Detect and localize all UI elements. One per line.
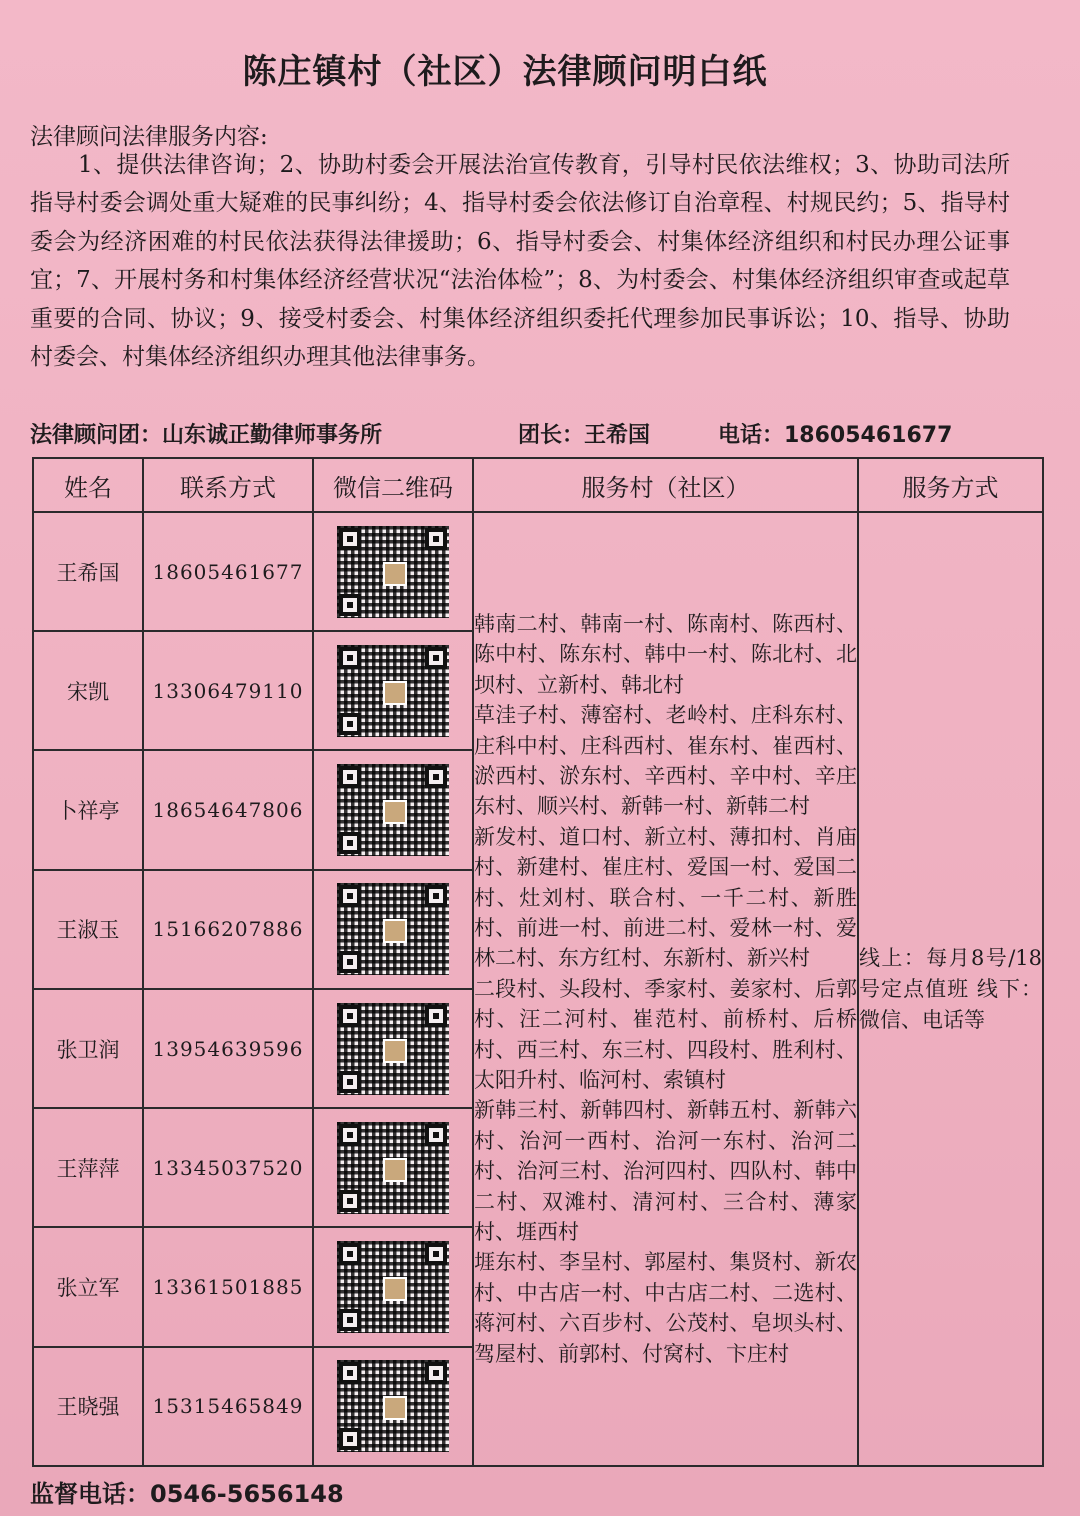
header-name: 姓名	[33, 458, 143, 512]
advisor-name: 卜祥亭	[33, 750, 143, 869]
advisor-name: 张卫润	[33, 989, 143, 1108]
page-title: 陈庄镇村（社区）法律顾问明白纸	[242, 52, 768, 92]
village-group: 新发村、道口村、新立村、薄扣村、肖庙村、新建村、崔庄村、爱国一村、爱国二村、灶刘村、联合村、一千二村、新胜村、前进一村、前进二村、爱林一村、爱林二村、东方红村、东新村、新兴村	[474, 824, 857, 971]
village-group: 草洼子村、薄窑村、老岭村、庄科东村、庄科中村、庄科西村、崔东村、崔西村、淤西村、淤东村、辛西村、辛中村、辛庄东村、顺兴村、新韩一村、新韩二村	[474, 703, 857, 819]
advisor-name: 王希国	[33, 512, 143, 631]
wechat-qr-cell	[313, 512, 473, 631]
advisor-phone: 13361501885	[143, 1227, 313, 1346]
team-leader: 团长：王希国	[518, 423, 651, 448]
wechat-qr-cell	[313, 870, 473, 989]
advisor-name: 宋凯	[33, 631, 143, 750]
advisor-name: 张立军	[33, 1227, 143, 1346]
wechat-qr-cell	[313, 1227, 473, 1346]
advisor-phone: 13954639596	[143, 989, 313, 1108]
service-method: 线上：每月8号/18号定点值班 线下：微信、电话等	[858, 512, 1043, 1466]
service-content-body: 1、提供法律咨询；2、协助村委会开展法治宣传教育，引导村民依法维权；3、协助司法所指导村委会调处重大疑难的民事纠纷；4、指导村委会依法修订自治章程、村规民约；5、指导村委会为经济困难的村民依法获得法律援助；6、指导村委会、村集体经济组织和村民办理公证事宜；7、开展村务和村集体经济经营状况“法治体检”；8、为村委会、村集体经济组织审查或起草重要的合同、协议；9、接受村委会、村集体经济组织委托代理参加民事诉讼；10、指导、协助村委会、村集体经济组织办理其他法律事务。	[30, 152, 1010, 371]
table-row	[33, 512, 1043, 631]
wechat-qr-code-icon	[337, 645, 449, 737]
advisor-phone: 15315465849	[143, 1347, 313, 1466]
wechat-qr-cell	[313, 750, 473, 869]
village-group: 二段村、头段村、季家村、姜家村、后郭村、汪二河村、崔范村、前桥村、后桥村、西三村、东三村、四段村、胜利村、太阳升村、临河村、索镇村	[474, 976, 857, 1093]
advisor-phone: 18605461677	[143, 512, 313, 631]
header-villages: 服务村（社区）	[473, 458, 858, 512]
header-qr: 微信二维码	[313, 458, 473, 512]
advisor-phone: 13345037520	[143, 1108, 313, 1227]
wechat-qr-cell	[313, 989, 473, 1108]
header-method: 服务方式	[858, 458, 1043, 512]
wechat-qr-code-icon	[337, 526, 449, 618]
wechat-qr-cell	[313, 631, 473, 750]
advisor-name: 王淑玉	[33, 870, 143, 989]
advisor-phone: 13306479110	[143, 631, 313, 750]
table-header-row	[33, 458, 1043, 512]
team-phone: 电话：18605461677	[718, 423, 953, 448]
wechat-qr-code-icon	[337, 1003, 449, 1095]
wechat-qr-cell	[313, 1347, 473, 1466]
advisor-name: 王晓强	[33, 1347, 143, 1466]
wechat-qr-code-icon	[337, 883, 449, 975]
advisor-name: 王萍萍	[33, 1108, 143, 1227]
service-villages-cell	[473, 512, 858, 1466]
advisor-table	[32, 457, 1044, 1467]
wechat-qr-code-icon	[337, 764, 449, 856]
supervision-phone: 监督电话：0546-5656148	[30, 1480, 344, 1508]
wechat-qr-cell	[313, 1108, 473, 1227]
advisor-team-name: 法律顾问团：山东诚正勤律师事务所	[30, 423, 383, 448]
village-group: 韩南二村、韩南一村、陈南村、陈西村、陈中村、陈东村、韩中一村、陈北村、北坝村、立新村、韩北村	[474, 611, 857, 697]
village-group: 堐东村、李呈村、郭屋村、集贤村、新农村、中古店一村、中古店二村、二选村、蒋河村、六百步村、公茂村、皂坝头村、驾屋村、前郭村、付窝村、卞庄村	[474, 1250, 857, 1366]
wechat-qr-code-icon	[337, 1360, 449, 1452]
advisor-phone: 15166207886	[143, 870, 313, 989]
advisor-phone: 18654647806	[143, 750, 313, 869]
wechat-qr-code-icon	[337, 1122, 449, 1214]
wechat-qr-code-icon	[337, 1241, 449, 1333]
village-group: 新韩三村、新韩四村、新韩五村、新韩六村、治河一西村、治河一东村、治河二村、治河三村、治河四村、四队村、韩中二村、双滩村、清河村、三合村、薄家村、堐西村	[474, 1098, 857, 1245]
header-contact: 联系方式	[143, 458, 313, 512]
service-content-heading: 法律顾问法律服务内容:	[30, 124, 268, 150]
